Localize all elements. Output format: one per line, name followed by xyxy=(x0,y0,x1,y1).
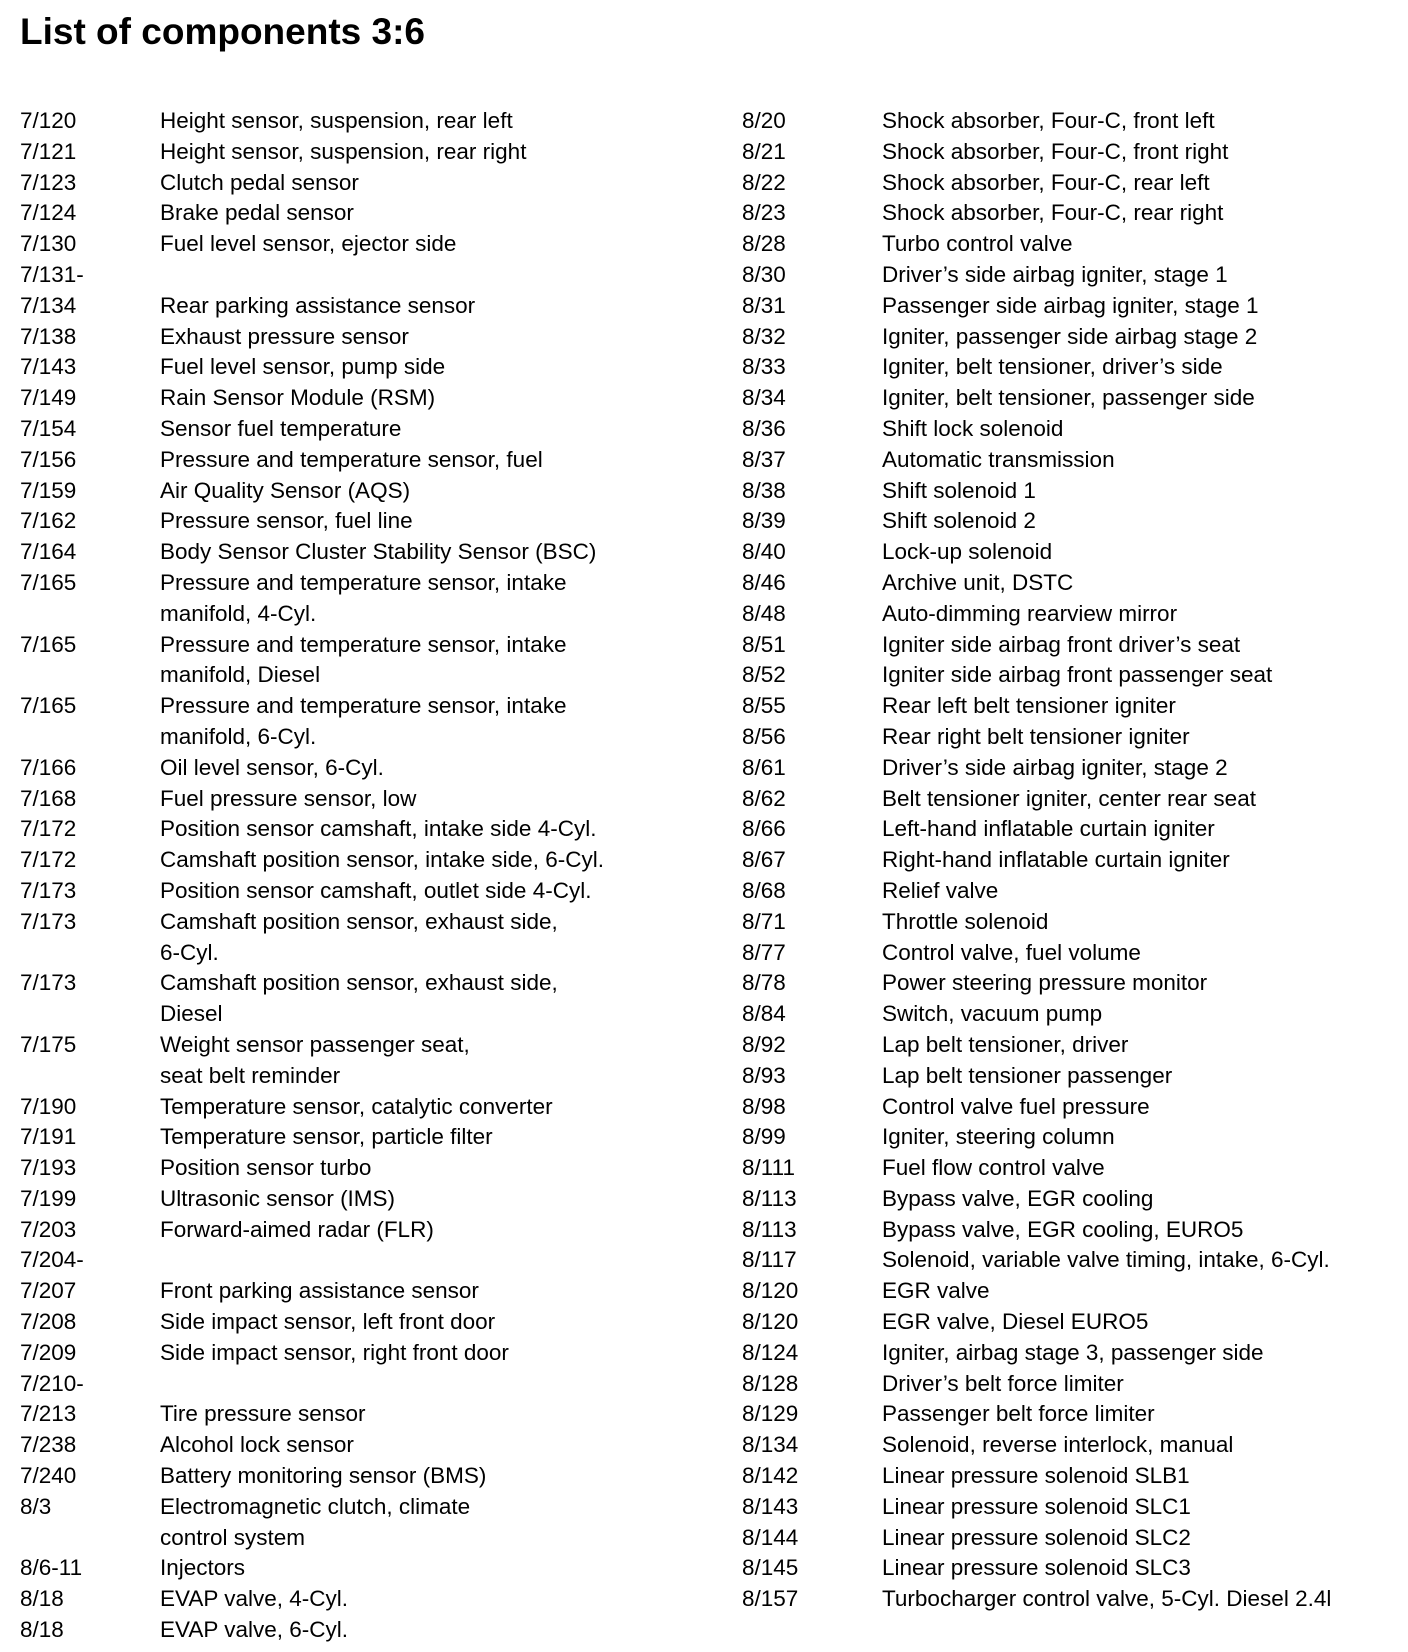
component-entry xyxy=(742,1153,1402,1184)
component-description: Automatic transmission xyxy=(882,446,1115,472)
component-entry xyxy=(742,1215,1402,1246)
component-code: 7/175 xyxy=(20,1031,77,1057)
component-entry xyxy=(20,291,700,322)
component-entry xyxy=(20,1615,700,1646)
component-code: 7/208 xyxy=(20,1309,77,1335)
component-code: 7/172 xyxy=(20,816,77,842)
component-code: 7/131- xyxy=(20,261,84,287)
component-description: EGR valve xyxy=(882,1278,990,1304)
component-description: EVAP valve, 6-Cyl. xyxy=(160,1617,348,1643)
component-code: 7/210- xyxy=(20,1370,84,1396)
component-description: Auto-dimming rearview mirror xyxy=(882,600,1178,626)
component-code: 8/145 xyxy=(742,1555,799,1581)
component-entry xyxy=(742,1030,1402,1061)
component-code: 7/124 xyxy=(20,200,77,226)
component-description: Throttle solenoid xyxy=(882,908,1049,934)
component-entry xyxy=(742,568,1402,599)
component-entry xyxy=(742,1276,1402,1307)
component-description: Temperature sensor, particle filter xyxy=(160,1124,493,1150)
component-code: 8/120 xyxy=(742,1309,799,1335)
page-title: List of components 3:6 xyxy=(20,11,425,52)
component-description: Shock absorber, Four-C, rear left xyxy=(882,169,1210,195)
component-description: Driver’s belt force limiter xyxy=(882,1370,1124,1396)
component-description: Linear pressure solenoid SLB1 xyxy=(882,1463,1190,1489)
component-code: 8/71 xyxy=(742,908,786,934)
component-code: 8/31 xyxy=(742,292,786,318)
component-code: 8/32 xyxy=(742,323,786,349)
component-description: Sensor fuel temperature xyxy=(160,415,402,441)
component-code: 7/166 xyxy=(20,754,77,780)
component-code: 8/129 xyxy=(742,1401,799,1427)
component-entry xyxy=(742,291,1402,322)
component-code: 7/173 xyxy=(20,908,77,934)
component-code: 8/39 xyxy=(742,508,786,534)
component-code: 7/193 xyxy=(20,1155,77,1181)
component-description: Forward-aimed radar (FLR) xyxy=(160,1216,434,1242)
component-code: 8/113 xyxy=(742,1185,797,1211)
component-code: 7/203 xyxy=(20,1216,77,1242)
component-code: 8/22 xyxy=(742,169,786,195)
component-entry xyxy=(20,383,700,414)
component-entry xyxy=(742,506,1402,537)
component-code: 8/78 xyxy=(742,970,786,996)
component-code: 8/62 xyxy=(742,785,786,811)
component-description: Oil level sensor, 6-Cyl. xyxy=(160,754,384,780)
component-description: Linear pressure solenoid SLC2 xyxy=(882,1524,1191,1550)
component-description: Pressure sensor, fuel line xyxy=(160,508,413,534)
component-entry xyxy=(20,1122,700,1153)
component-code: 8/120 xyxy=(742,1278,799,1304)
component-code: 7/138 xyxy=(20,323,77,349)
component-entry xyxy=(742,1369,1402,1400)
component-entry xyxy=(20,1430,700,1461)
component-entry xyxy=(742,1092,1402,1123)
component-code: 8/30 xyxy=(742,261,786,287)
component-code: 8/84 xyxy=(742,1001,786,1027)
component-code: 7/143 xyxy=(20,354,77,380)
component-code: 8/40 xyxy=(742,539,786,565)
component-entry xyxy=(20,260,700,291)
component-entry xyxy=(20,168,700,199)
component-entry xyxy=(742,938,1402,969)
component-entry xyxy=(742,691,1402,722)
component-description: Driver’s side airbag igniter, stage 1 xyxy=(882,261,1228,287)
component-entry xyxy=(742,876,1402,907)
component-entry xyxy=(20,907,700,969)
component-code: 7/173 xyxy=(20,970,77,996)
component-entry xyxy=(742,1061,1402,1092)
component-description: Air Quality Sensor (AQS) xyxy=(160,477,411,503)
component-code: 8/51 xyxy=(742,631,786,657)
component-entry xyxy=(20,1399,700,1430)
component-description: Shift lock solenoid xyxy=(882,415,1064,441)
component-entry xyxy=(742,1184,1402,1215)
component-entry xyxy=(742,383,1402,414)
component-entry xyxy=(20,1369,700,1400)
component-description: Passenger side airbag igniter, stage 1 xyxy=(882,292,1259,318)
component-code: 8/66 xyxy=(742,816,786,842)
component-entry xyxy=(742,1399,1402,1430)
component-entry xyxy=(20,445,700,476)
component-entry xyxy=(20,1338,700,1369)
component-code: 7/159 xyxy=(20,477,77,503)
component-description: Camshaft position sensor, exhaust side, 6-Cyl. xyxy=(160,908,558,965)
component-description: Power steering pressure monitor xyxy=(882,970,1208,996)
component-code: 7/209 xyxy=(20,1339,77,1365)
component-description: Clutch pedal sensor xyxy=(160,169,359,195)
component-code: 8/18 xyxy=(20,1586,64,1612)
component-description: Shock absorber, Four-C, rear right xyxy=(882,200,1224,226)
component-entry xyxy=(20,1307,700,1338)
component-entry xyxy=(742,198,1402,229)
component-entry xyxy=(742,1492,1402,1523)
component-entry xyxy=(742,907,1402,938)
component-code: 8/77 xyxy=(742,939,786,965)
component-description: Pressure and temperature sensor, intake manifold, 4-Cyl. xyxy=(160,569,567,626)
component-entry xyxy=(742,1523,1402,1554)
component-description: Fuel flow control valve xyxy=(882,1155,1105,1181)
component-description: Injectors xyxy=(160,1555,246,1581)
component-code: 7/162 xyxy=(20,508,77,534)
component-description: Height sensor, suspension, rear right xyxy=(160,138,527,164)
component-code: 8/37 xyxy=(742,446,786,472)
component-code: 7/173 xyxy=(20,877,77,903)
component-entry xyxy=(20,1092,700,1123)
component-code: 7/204- xyxy=(20,1247,84,1273)
component-code: 8/92 xyxy=(742,1031,786,1057)
component-entry xyxy=(742,1584,1402,1615)
component-description: Rear left belt tensioner igniter xyxy=(882,693,1176,719)
component-code: 8/124 xyxy=(742,1339,799,1365)
component-code: 7/134 xyxy=(20,292,77,318)
component-description: Passenger belt force limiter xyxy=(882,1401,1155,1427)
component-description: Igniter, passenger side airbag stage 2 xyxy=(882,323,1258,349)
component-code: 8/6-11 xyxy=(20,1555,83,1581)
component-description: Weight sensor passenger seat, seat belt reminder xyxy=(160,1031,470,1088)
component-code: 7/120 xyxy=(20,108,77,133)
component-description: Lap belt tensioner passenger xyxy=(882,1062,1173,1088)
component-entry xyxy=(742,630,1402,661)
component-code: 8/157 xyxy=(742,1586,799,1612)
component-description: Igniter, steering column xyxy=(882,1124,1115,1150)
component-description: Brake pedal sensor xyxy=(160,200,354,226)
component-code: 8/98 xyxy=(742,1093,786,1119)
component-entry xyxy=(742,229,1402,260)
component-list-right-column xyxy=(742,106,1402,1615)
component-code: 8/34 xyxy=(742,385,786,411)
component-code: 7/130 xyxy=(20,231,77,257)
component-entry xyxy=(20,1492,700,1554)
component-code: 8/36 xyxy=(742,415,786,441)
component-description: Lock-up solenoid xyxy=(882,539,1053,565)
component-code: 8/99 xyxy=(742,1124,786,1150)
component-code: 8/61 xyxy=(742,754,786,780)
component-entry xyxy=(742,106,1402,137)
component-entry xyxy=(20,1030,700,1092)
component-entry xyxy=(20,1553,700,1584)
component-entry xyxy=(20,414,700,445)
component-code: 8/143 xyxy=(742,1493,799,1519)
component-entry xyxy=(742,1307,1402,1338)
component-description: Pressure and temperature sensor, fuel xyxy=(160,446,543,472)
component-entry xyxy=(20,352,700,383)
component-entry xyxy=(20,537,700,568)
component-entry xyxy=(20,568,700,630)
component-description: EVAP valve, 4-Cyl. xyxy=(160,1586,348,1612)
component-entry xyxy=(742,660,1402,691)
component-code: 7/240 xyxy=(20,1463,77,1489)
component-code: 7/168 xyxy=(20,785,77,811)
component-description: Switch, vacuum pump xyxy=(882,1001,1103,1027)
component-code: 8/28 xyxy=(742,231,786,257)
component-description: Camshaft position sensor, intake side, 6-Cyl. xyxy=(160,847,604,873)
component-entry xyxy=(742,845,1402,876)
component-entry xyxy=(742,1553,1402,1584)
component-entry xyxy=(20,630,700,692)
component-description: EGR valve, Diesel EURO5 xyxy=(882,1309,1149,1335)
component-entry xyxy=(20,322,700,353)
component-entry xyxy=(20,198,700,229)
component-description: Igniter, airbag stage 3, passenger side xyxy=(882,1339,1264,1365)
component-code: 8/55 xyxy=(742,693,786,719)
component-description: Ultrasonic sensor (IMS) xyxy=(160,1185,396,1211)
component-code: 8/21 xyxy=(742,138,786,164)
component-description: Bypass valve, EGR cooling, EURO5 xyxy=(882,1216,1244,1242)
component-code: 8/67 xyxy=(742,847,786,873)
component-entry xyxy=(742,352,1402,383)
component-entry xyxy=(20,784,700,815)
component-description: Temperature sensor, catalytic converter xyxy=(160,1093,553,1119)
component-description: Relief valve xyxy=(882,877,999,903)
component-entry xyxy=(742,968,1402,999)
component-code: 8/18 xyxy=(20,1617,64,1643)
component-entry xyxy=(20,845,700,876)
component-entry xyxy=(20,1184,700,1215)
component-description: Right-hand inflatable curtain igniter xyxy=(882,847,1230,873)
component-description: Rain Sensor Module (RSM) xyxy=(160,385,436,411)
component-description: Camshaft position sensor, exhaust side, Diesel xyxy=(160,970,558,1027)
component-description: Igniter side airbag front driver’s seat xyxy=(882,631,1241,657)
component-code: 8/117 xyxy=(742,1247,797,1273)
component-description: Igniter side airbag front passenger seat xyxy=(882,662,1273,688)
component-code: 8/111 xyxy=(742,1155,795,1181)
component-code: 8/113 xyxy=(742,1216,797,1242)
component-entry xyxy=(742,414,1402,445)
component-code: 7/154 xyxy=(20,415,77,441)
component-entry xyxy=(742,1122,1402,1153)
component-entry xyxy=(742,814,1402,845)
component-code: 7/191 xyxy=(20,1124,77,1150)
component-description: Position sensor turbo xyxy=(160,1155,372,1181)
component-description: Alcohol lock sensor xyxy=(160,1432,354,1458)
component-description: Shift solenoid 2 xyxy=(882,508,1036,534)
component-code: 8/142 xyxy=(742,1463,799,1489)
component-entry xyxy=(742,445,1402,476)
component-code: 7/165 xyxy=(20,569,77,595)
component-description: Belt tensioner igniter, center rear seat xyxy=(882,785,1256,811)
component-entry xyxy=(742,322,1402,353)
component-code: 7/149 xyxy=(20,385,77,411)
component-description: Left-hand inflatable curtain igniter xyxy=(882,816,1215,842)
component-entry xyxy=(20,229,700,260)
component-code: 8/93 xyxy=(742,1062,786,1088)
component-entry xyxy=(20,1153,700,1184)
component-code: 8/128 xyxy=(742,1370,799,1396)
component-description: Body Sensor Cluster Stability Sensor (BSC) xyxy=(160,539,597,565)
component-code: 8/56 xyxy=(742,723,786,749)
component-description: Side impact sensor, left front door xyxy=(160,1309,496,1335)
component-description: Control valve fuel pressure xyxy=(882,1093,1150,1119)
component-code: 7/172 xyxy=(20,847,77,873)
component-code: 7/199 xyxy=(20,1185,77,1211)
component-code: 8/68 xyxy=(742,877,786,903)
component-entry xyxy=(742,722,1402,753)
component-entry xyxy=(20,1245,700,1276)
component-description: Solenoid, reverse interlock, manual xyxy=(882,1432,1234,1458)
component-entry xyxy=(742,1430,1402,1461)
component-entry xyxy=(20,753,700,784)
component-entry xyxy=(20,1215,700,1246)
component-description: Position sensor camshaft, outlet side 4-Cyl. xyxy=(160,877,592,903)
component-entry xyxy=(20,691,700,753)
component-entry xyxy=(742,1245,1402,1276)
component-description: Fuel level sensor, pump side xyxy=(160,354,446,380)
component-description: Tire pressure sensor xyxy=(160,1401,366,1427)
component-description: Turbo control valve xyxy=(882,231,1073,257)
component-code: 8/48 xyxy=(742,600,786,626)
component-entry xyxy=(742,168,1402,199)
component-code: 8/3 xyxy=(20,1493,52,1519)
component-description: Archive unit, DSTC xyxy=(882,569,1074,595)
component-entry xyxy=(20,876,700,907)
component-description: Shock absorber, Four-C, front right xyxy=(882,138,1229,164)
component-code: 7/213 xyxy=(20,1401,77,1427)
component-code: 8/52 xyxy=(742,662,786,688)
component-description: Battery monitoring sensor (BMS) xyxy=(160,1463,487,1489)
component-description: Side impact sensor, right front door xyxy=(160,1339,509,1365)
component-entry xyxy=(742,1461,1402,1492)
component-description: Height sensor, suspension, rear left xyxy=(160,108,513,133)
component-entry xyxy=(742,753,1402,784)
component-code: 7/156 xyxy=(20,446,77,472)
component-description: Turbocharger control valve, 5-Cyl. Diesel 2.4l xyxy=(882,1586,1332,1612)
component-entry xyxy=(20,968,700,1030)
component-entry xyxy=(742,599,1402,630)
component-code: 8/144 xyxy=(742,1524,799,1550)
component-code: 7/165 xyxy=(20,631,77,657)
component-description: Fuel level sensor, ejector side xyxy=(160,231,457,257)
component-description: Driver’s side airbag igniter, stage 2 xyxy=(882,754,1228,780)
component-code: 7/164 xyxy=(20,539,77,565)
component-code: 7/238 xyxy=(20,1432,77,1458)
component-code: 8/33 xyxy=(742,354,786,380)
component-description: Rear right belt tensioner igniter xyxy=(882,723,1190,749)
component-description: Lap belt tensioner, driver xyxy=(882,1031,1129,1057)
component-code: 8/38 xyxy=(742,477,786,503)
component-entry xyxy=(20,106,700,137)
component-description: Shift solenoid 1 xyxy=(882,477,1036,503)
component-description: Fuel pressure sensor, low xyxy=(160,785,417,811)
component-description: Bypass valve, EGR cooling xyxy=(882,1185,1154,1211)
component-entry xyxy=(742,784,1402,815)
component-entry xyxy=(20,1276,700,1307)
component-code: 8/23 xyxy=(742,200,786,226)
component-entry xyxy=(20,814,700,845)
component-code: 7/165 xyxy=(20,693,77,719)
component-entry xyxy=(20,1461,700,1492)
component-entry xyxy=(20,506,700,537)
component-description: Solenoid, variable valve timing, intake, 6-Cyl. xyxy=(882,1247,1330,1273)
component-entry xyxy=(742,537,1402,568)
component-description: Rear parking assistance sensor xyxy=(160,292,476,318)
component-description: Shock absorber, Four-C, front left xyxy=(882,108,1215,133)
component-description: Front parking assistance sensor xyxy=(160,1278,479,1304)
component-entry xyxy=(20,137,700,168)
component-code: 8/134 xyxy=(742,1432,799,1458)
component-list-left-column xyxy=(20,106,700,1646)
component-entry xyxy=(742,476,1402,507)
component-description: Linear pressure solenoid SLC1 xyxy=(882,1493,1191,1519)
component-description: Linear pressure solenoid SLC3 xyxy=(882,1555,1191,1581)
component-code: 8/20 xyxy=(742,108,786,133)
component-description: Pressure and temperature sensor, intake manifold, 6-Cyl. xyxy=(160,693,567,749)
component-entry xyxy=(742,999,1402,1030)
component-entry xyxy=(20,476,700,507)
component-code: 7/207 xyxy=(20,1278,77,1304)
component-code: 8/46 xyxy=(742,569,786,595)
component-entry xyxy=(742,260,1402,291)
component-description: Pressure and temperature sensor, intake manifold, Diesel xyxy=(160,631,567,688)
component-code: 7/121 xyxy=(20,138,77,164)
component-code: 7/190 xyxy=(20,1093,77,1119)
component-description: Control valve, fuel volume xyxy=(882,939,1141,965)
component-entry xyxy=(742,137,1402,168)
component-description: Exhaust pressure sensor xyxy=(160,323,409,349)
component-description: Igniter, belt tensioner, driver’s side xyxy=(882,354,1223,380)
component-description: Igniter, belt tensioner, passenger side xyxy=(882,385,1255,411)
component-description: Position sensor camshaft, intake side 4-Cyl. xyxy=(160,816,597,842)
component-entry xyxy=(20,1584,700,1615)
component-description: Electromagnetic clutch, climate control system xyxy=(160,1493,471,1550)
component-entry xyxy=(742,1338,1402,1369)
component-code: 7/123 xyxy=(20,169,77,195)
